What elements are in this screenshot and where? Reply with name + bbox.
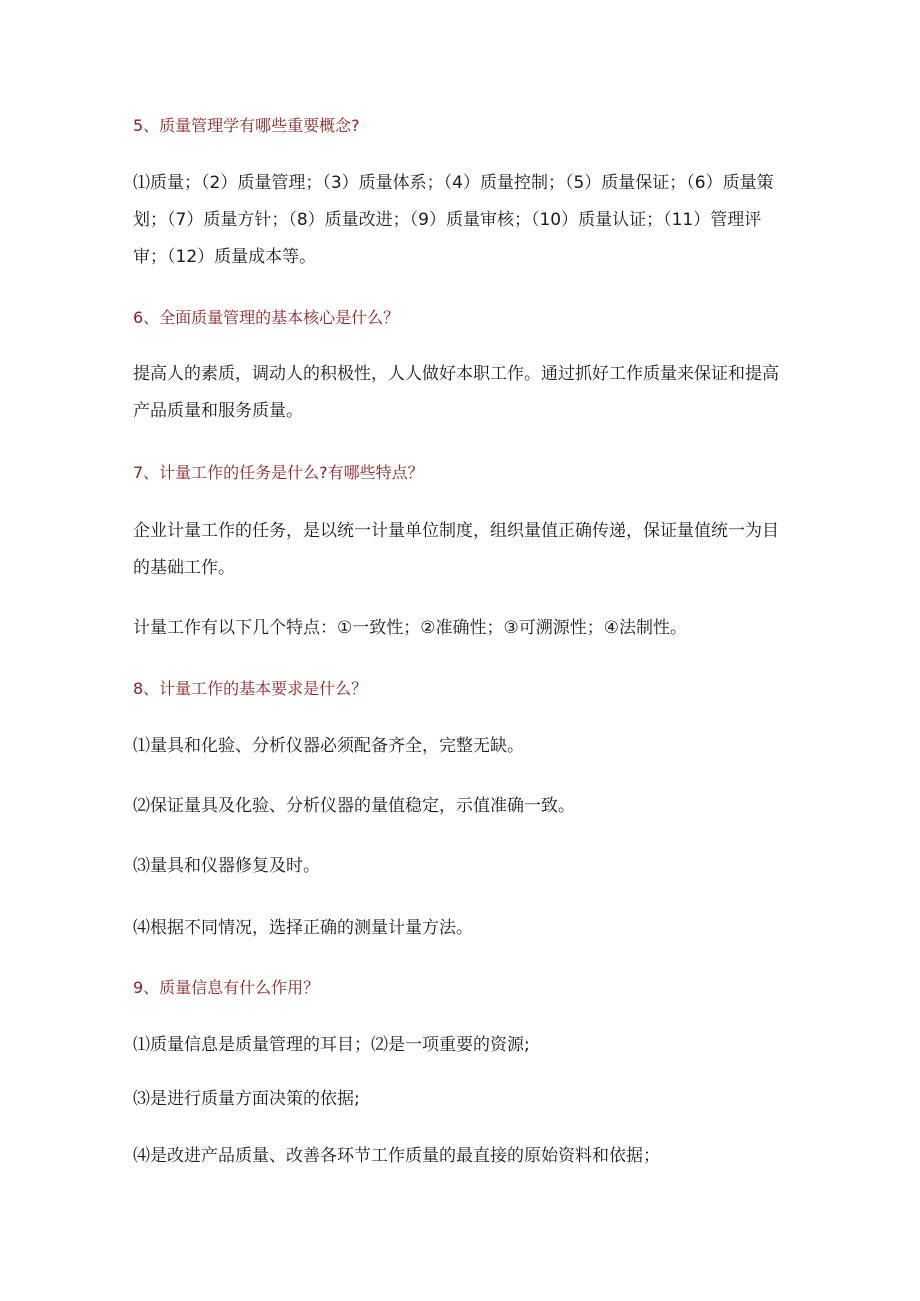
answer-5-paragraph: ⑴质量；（2）质量管理；（3）质量体系；（4）质量控制；（5）质量保证；（6）质量策划；（7）质量方针；（8）质量改进；（9）质量审核；（10）质量认证；（11）管理评审；（12）质量成本等。 xyxy=(133,173,774,267)
answer-7-paragraph-2: 计量工作有以下几个特点：①一致性；②准确性；③可溯源性；④法制性。 xyxy=(133,618,687,638)
question-5-heading: 5、质量管理学有哪些重要概念? xyxy=(133,116,360,135)
answer-8-item-2: ⑵保证量具及化验、分析仪器的量值稳定，示值准确一致。 xyxy=(133,796,575,816)
question-8-heading: 8、计量工作的基本要求是什么？ xyxy=(133,679,368,698)
question-7-heading: 7、计量工作的任务是什么?有哪些特点？ xyxy=(133,463,424,482)
question-9-heading: 9、质量信息有什么作用？ xyxy=(133,978,320,997)
answer-9-item-2: ⑶是进行质量方面决策的依据; xyxy=(133,1089,360,1109)
answer-8-item-3: ⑶量具和仪器修复及时。 xyxy=(133,856,320,876)
question-6-heading: 6、全面质量管理的基本核心是什么？ xyxy=(133,308,400,327)
answer-8-item-4: ⑷根据不同情况，选择正确的测量计量方法。 xyxy=(133,918,473,938)
answer-8-item-1: ⑴量具和化验、分析仪器必须配备齐全，完整无缺。 xyxy=(133,736,524,756)
answer-7-paragraph-1: 企业计量工作的任务，是以统一计量单位制度，组织量值正确传递，保证量值统一为目的基础工作。 xyxy=(133,521,779,578)
answer-9-item-1: ⑴质量信息是质量管理的耳目；⑵是一项重要的资源; xyxy=(133,1035,530,1055)
answer-6-paragraph: 提高人的素质，调动人的积极性，人人做好本职工作。通过抓好工作质量来保证和提高产品质量和服务质量。 xyxy=(133,364,779,421)
answer-9-item-3: ⑷是改进产品质量、改善各环节工作质量的最直接的原始资料和依据； xyxy=(133,1146,660,1166)
